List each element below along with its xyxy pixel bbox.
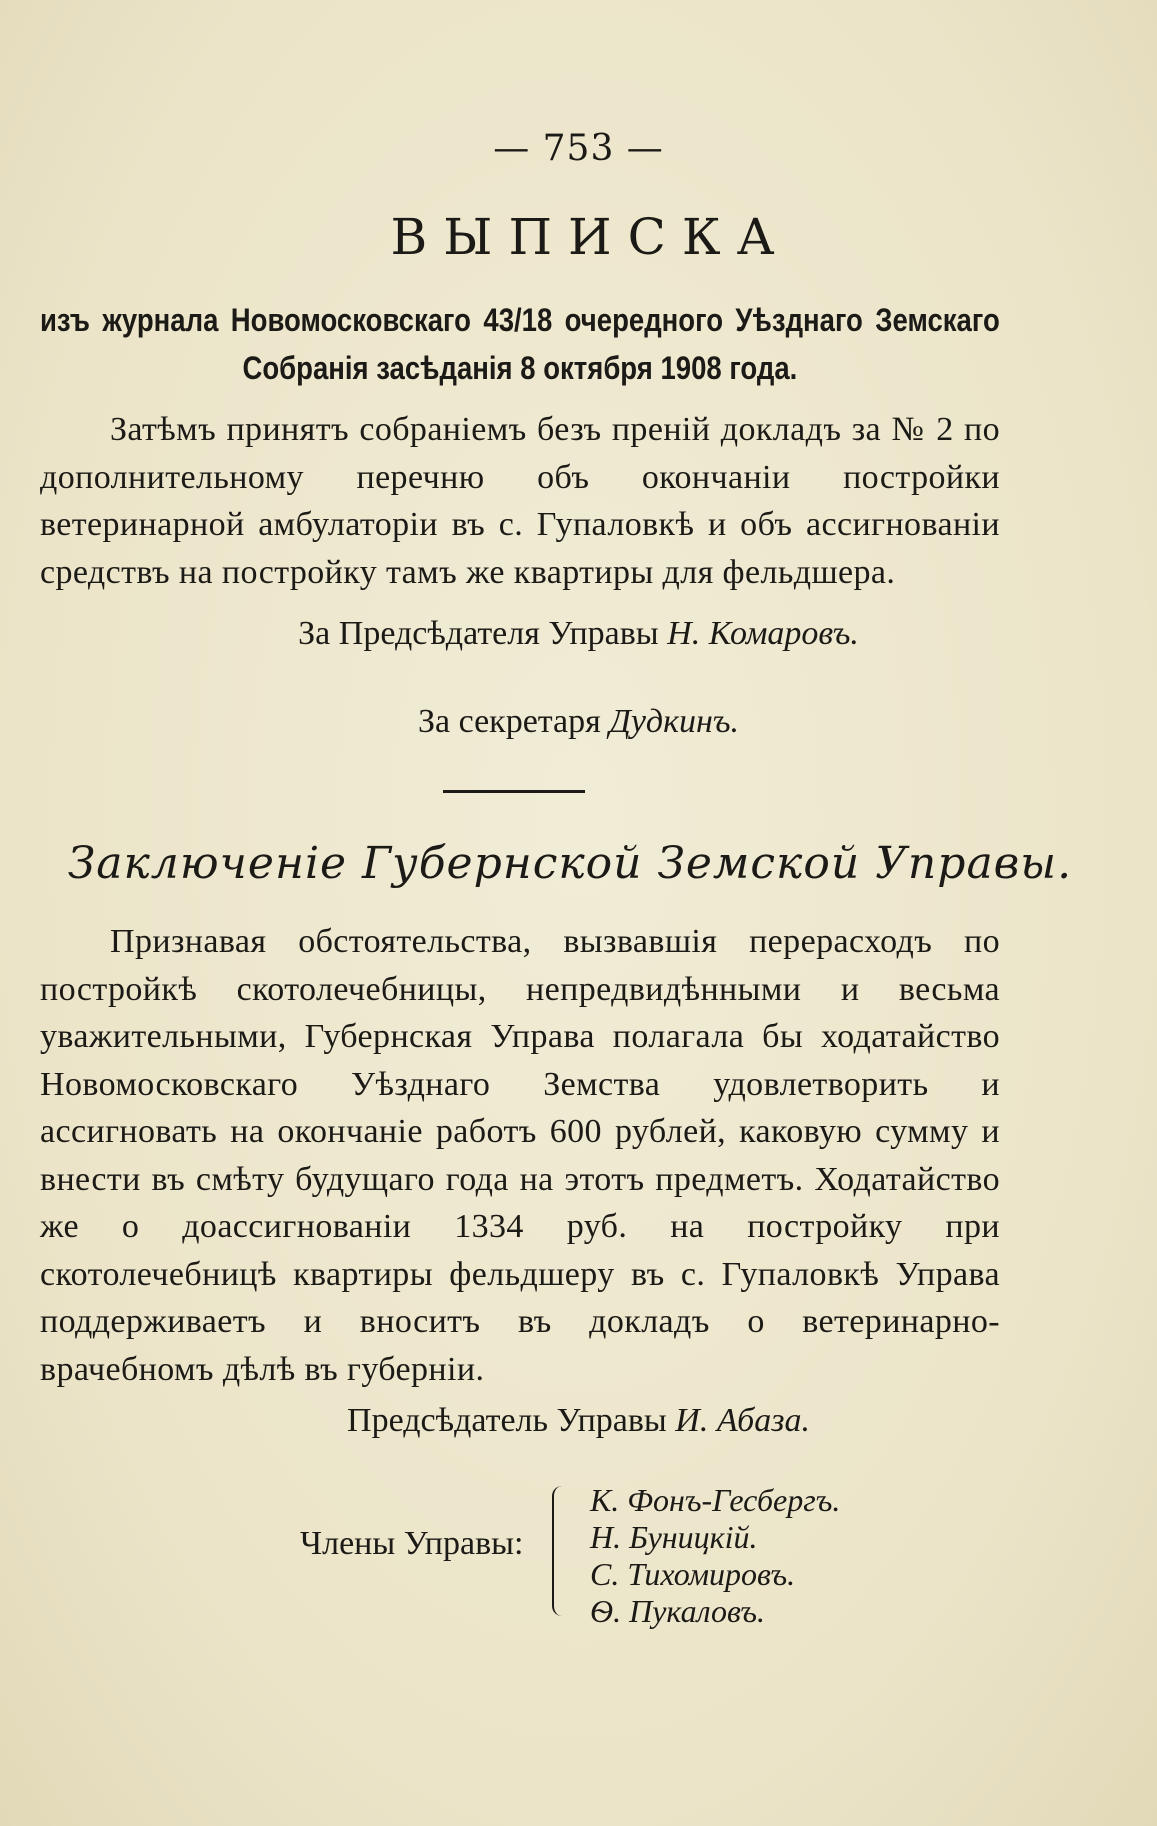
signature-president: [0, 1402, 1157, 1440]
member-name: Ѳ. Пукаловъ.: [590, 1593, 766, 1629]
members-list: [590, 1482, 840, 1630]
members-label: Члены Управы:: [300, 1525, 524, 1562]
signature-secretary-name: Дудкинъ.: [609, 703, 740, 740]
member-name: С. Тихомировъ.: [590, 1556, 796, 1592]
signature-secretary: [0, 703, 1157, 741]
signature-chair-role: За Предсѣдателя Управы: [298, 615, 659, 652]
document-title: ВЫПИСКА: [390, 208, 791, 266]
brace-icon: [552, 1486, 568, 1616]
signature-secretary-role: За секретаря: [417, 703, 601, 740]
member-name: Н. Буницкій.: [590, 1519, 758, 1555]
page-number: — 753 —: [493, 128, 664, 169]
document-subtitle: изъ журнала Новомосковскаго 43/18 очередного Уѣзднаго Земскаго Собранія засѣданія 8 октября 1908 года.: [40, 302, 1000, 386]
section-divider: [443, 790, 585, 793]
signature-chair-name: Н. Комаровъ.: [667, 615, 859, 652]
section-heading: Заключеніе Губернской Земской Управы.: [67, 838, 1073, 889]
signature-president-role: Предсѣдатель Управы: [347, 1402, 667, 1439]
member-name: К. Фонъ-Гесбергъ.: [590, 1482, 841, 1518]
signature-chair: [0, 615, 1157, 653]
paragraph-conclusion: Признавая обстоятельства, вызвавшія перерасходъ по постройкѣ скотолечебницы, непредвидѣнными и весьма уважительными, Губернская Управа полагала бы ходатайство Новомосковскаго Уѣзднаго Земства удовлетворить и ассигновать на окончаніе работъ 600 рублей, каковую сумму и внести въ смѣту будущаго года на этотъ предметъ. Ходатайство же о доассигнованіи 1334 руб. на постройку при скотолечебницѣ квартиры фельдшеру въ с. Гупаловкѣ Управа поддерживаетъ и вноситъ въ докладъ о ветеринарно-врачебномъ дѣлѣ въ губерніи.: [40, 923, 1000, 1388]
paragraph-resolution: Затѣмъ принятъ собраніемъ безъ преній докладъ за № 2 по дополнительному перечню объ окончаніи постройки ветеринарной амбулаторіи въ с. Гупаловкѣ и объ ассигнованіи средствъ на постройку тамъ же квартиры для фельдшера.: [40, 411, 1000, 591]
signature-president-name: И. Абаза.: [675, 1402, 810, 1439]
